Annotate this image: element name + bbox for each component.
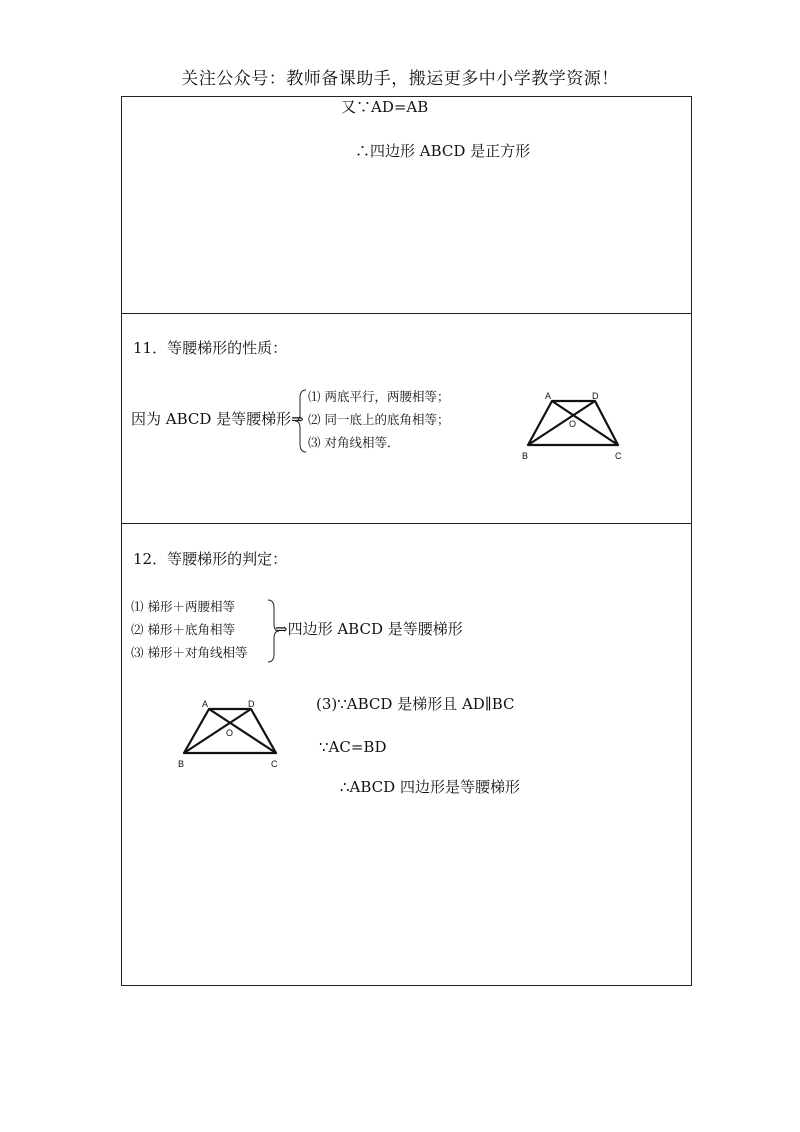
proof-line-3: ∴ABCD 四边形是等腰梯形 [340, 778, 520, 796]
criteria-item-2: ⑵ 梯形＋底角相等 [131, 622, 235, 637]
property-item-3: ⑶ 对角线相等． [308, 435, 400, 450]
vertex-label-d: D [592, 391, 599, 401]
left-brace-icon [294, 388, 308, 454]
vertex-label-a: A [545, 391, 552, 401]
section-title-criteria: 12．等腰梯形的判定： [133, 550, 288, 568]
proof-line-2: ∵AC=BD [319, 738, 387, 756]
criteria-item-3: ⑶ 梯形＋对角线相等 [131, 645, 248, 660]
section-title-properties: 11．等腰梯形的性质： [133, 339, 288, 357]
vertex-label-o: O [569, 419, 577, 429]
property-item-1: ⑴ 两底平行，两腰相等； [308, 389, 450, 404]
vertex-label-b: B [178, 759, 185, 769]
isosceles-trapezoid-figure-1 [518, 388, 628, 463]
criteria-conclusion: ⇒四边形 ABCD 是等腰梯形 [275, 620, 463, 638]
isosceles-trapezoid-figure-2 [175, 697, 285, 772]
vertex-label-b: B [522, 451, 529, 461]
vertex-label-d: D [248, 699, 255, 709]
proof-line-ad-ab: 又∵AD=AB [341, 98, 429, 116]
table-cell-square-proof [121, 96, 692, 314]
property-item-2: ⑵ 同一底上的底角相等； [308, 412, 450, 427]
vertex-label-o: O [226, 728, 234, 738]
criteria-item-1: ⑴ 梯形＋两腰相等 [131, 599, 235, 614]
page-header: 关注公众号：教师备课助手，搬运更多中小学教学资源！ [181, 69, 619, 89]
premise-isosceles: 因为 ABCD 是等腰梯形⇒ [131, 410, 304, 428]
vertex-label-c: C [271, 759, 278, 769]
proof-line-1: (3)∵ABCD 是梯形且 AD∥BC [316, 695, 515, 713]
vertex-label-a: A [202, 699, 209, 709]
vertex-label-c: C [615, 451, 622, 461]
proof-conclusion-square: ∴四边形 ABCD 是正方形 [355, 142, 531, 160]
